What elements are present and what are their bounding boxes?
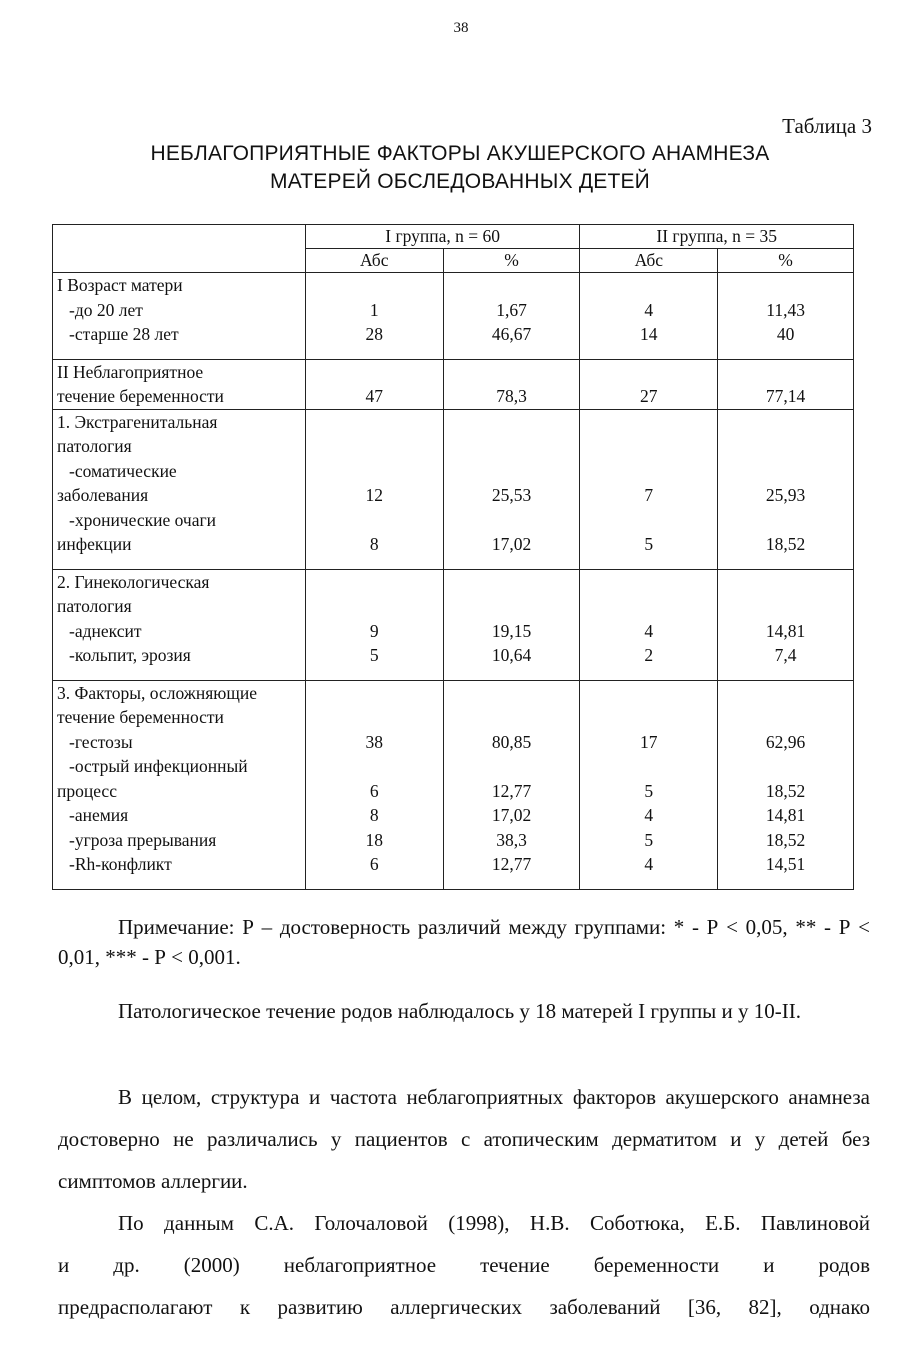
cell-g1-pct: 19,15 10,64 (443, 569, 580, 680)
table-row-age (53, 273, 854, 360)
paragraph-2: В целом, структура и частота неблагоприятных факторов акушерского анамнеза достоверно не различались у пациентов с атопическим дерматитом и у детей без симптомов аллергии. (58, 1085, 870, 1193)
cell-g1-abs: 38 6 8 18 6 (305, 680, 443, 889)
cell-g1-pct: 78,3 (443, 359, 580, 409)
cell-g2-pct: 77,14 (718, 359, 854, 409)
cell-g2-pct: 25,93 18,52 (718, 409, 854, 569)
table-row-complications (53, 680, 854, 889)
table-title-line-2: МАТЕРЕЙ ОБСЛЕДОВАННЫХ ДЕТЕЙ (270, 170, 650, 193)
paragraph-1: Патологическое течение родов наблюдалось у 18 матерей I группы и у 10-II. (118, 999, 802, 1023)
paragraph-3-line-3: предрасполагают к развитию аллергических заболеваний [36, 82], однако (58, 1295, 870, 1319)
cell-g2-pct: 11,43 40 (718, 273, 854, 360)
cell-g1-abs: 47 (305, 359, 443, 409)
page-number: 38 (453, 20, 469, 36)
table-title-line-1: НЕБЛАГОПРИЯТНЫЕ ФАКТОРЫ АКУШЕРСКОГО АНАМНЕЗА (150, 142, 770, 165)
table-label: Таблица 3 (782, 114, 872, 138)
cell-g1-pct: 25,53 17,02 (443, 409, 580, 569)
table-row-extragenital (53, 409, 854, 569)
cell-g1-abs: 12 8 (305, 409, 443, 569)
header-empty-cell (53, 225, 306, 273)
paragraph-3-line-1: По данным С.А. Голочаловой (1998), Н.В. Соботюка, Е.Б. Павлиновой (118, 1211, 870, 1235)
cell-g2-abs: 4 14 (580, 273, 718, 360)
paragraph-3-line-2: и др. (2000) неблагоприятное течение беременности и родов (58, 1253, 870, 1277)
cell-g1-abs: 1 28 (305, 273, 443, 360)
cell-g1-abs: 9 5 (305, 569, 443, 680)
paragraph-3 (58, 1202, 870, 1328)
header-abs-2: Абс (580, 249, 718, 273)
header-pct-1: % (443, 249, 580, 273)
cell-g1-pct: 80,85 12,77 17,02 38,3 12,77 (443, 680, 580, 889)
cell-g2-pct: 14,81 7,4 (718, 569, 854, 680)
header-pct-2: % (718, 249, 854, 273)
row-label-complications: 3. Факторы, осложняющие течение беременности -гестозы -острый инфекционный процесс -анемия -угроза прерывания -Rh-конфликт (53, 680, 306, 889)
row-label-age: I Возраст матери -до 20 лет -старше 28 лет (53, 273, 306, 360)
cell-g2-abs: 27 (580, 359, 718, 409)
cell-g1-pct: 1,67 46,67 (443, 273, 580, 360)
row-label-pregnancy: II Неблагоприятное течение беременности (53, 359, 306, 409)
row-label-gynecological: 2. Гинекологическая патология -аднексит -кольпит, эрозия (53, 569, 306, 680)
header-group-2: II группа, n = 35 (580, 225, 854, 249)
header-group-1: I группа, n = 60 (305, 225, 580, 249)
data-table (52, 224, 854, 890)
table-row-pregnancy (53, 359, 854, 409)
table-header-row-groups (53, 225, 854, 249)
table-title (60, 140, 860, 196)
header-abs-1: Абс (305, 249, 443, 273)
table-note: Примечание: Р – достоверность различий между группами: * - Р < 0,05, ** - Р < 0,01, *** - Р < 0,001. (58, 915, 870, 969)
row-label-extragenital: 1. Экстрагенитальная патология -соматические заболевания -хронические очаги инфекции (53, 409, 306, 569)
cell-g2-abs: 7 5 (580, 409, 718, 569)
cell-g2-abs: 17 5 4 5 4 (580, 680, 718, 889)
table-row-gynecological (53, 569, 854, 680)
cell-g2-abs: 4 2 (580, 569, 718, 680)
cell-g2-pct: 62,96 18,52 14,81 18,52 14,51 (718, 680, 854, 889)
